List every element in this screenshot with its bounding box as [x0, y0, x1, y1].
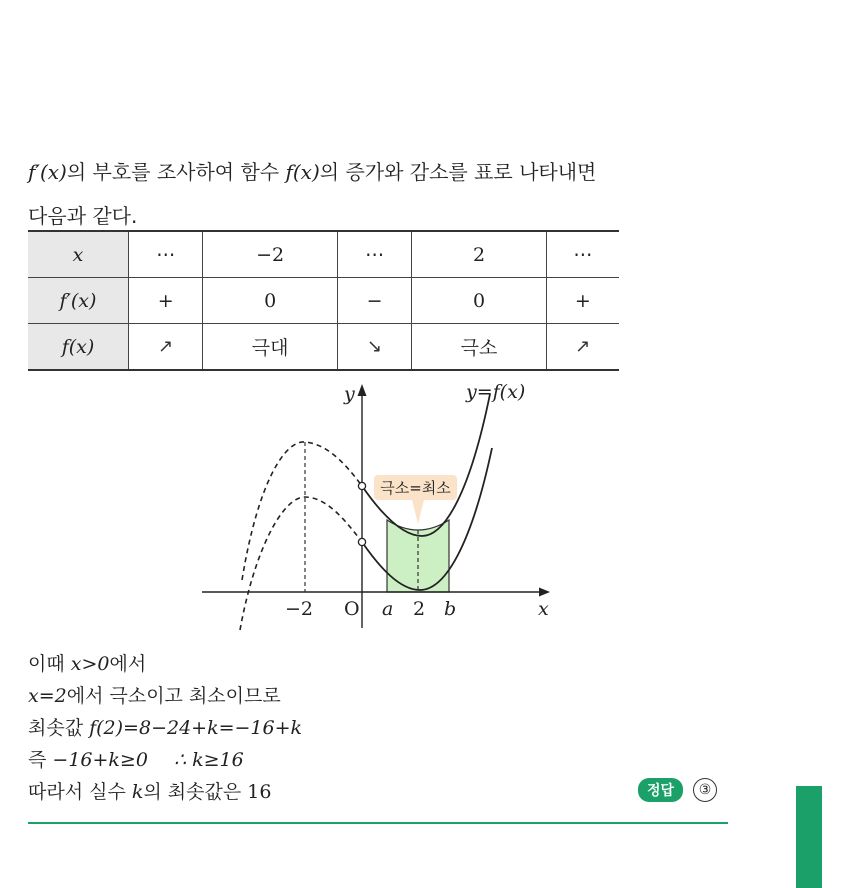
solution-line-5: [28, 776, 302, 808]
table-cell: +: [129, 278, 203, 324]
table-cell: ⋯: [129, 231, 203, 278]
intro-line-1: [28, 150, 596, 194]
table-cell: ⋯: [337, 231, 411, 278]
text: 의 최솟값은: [143, 781, 248, 803]
table-row: [28, 278, 619, 324]
intro-paragraph: [28, 150, 596, 238]
table-row: [28, 231, 619, 278]
table-cell: 0: [203, 278, 337, 324]
solution-line-4: [28, 744, 302, 776]
sign-table: [28, 230, 619, 371]
text: 즉: [28, 749, 53, 771]
x-axis-label: x: [538, 598, 549, 620]
table-row: [28, 324, 619, 371]
tick-label-2: 2: [413, 598, 426, 620]
table-cell: +: [546, 278, 619, 324]
y-axis-arrow-icon: [358, 384, 367, 396]
text: 이때: [28, 653, 71, 675]
callout-pointer: [412, 500, 424, 524]
text: 따라서 실수: [28, 781, 132, 803]
curve-upper-dashed: [242, 442, 362, 580]
tick-label-b: b: [444, 598, 457, 620]
text: 에서: [109, 653, 147, 675]
table-cell: −: [337, 278, 411, 324]
open-point-lower: [358, 538, 365, 545]
answer-marker: [638, 778, 717, 802]
intro-text-b: 의 증가와 감소를 표로 나타내면: [319, 160, 597, 184]
final-value: 16: [247, 781, 272, 803]
text: 최솟값: [28, 717, 90, 739]
decrease-arrow-icon: ↘: [337, 324, 411, 371]
table-cell: 극대: [203, 324, 337, 371]
math-expr: x=2: [28, 685, 67, 707]
solution-line-1: [28, 648, 302, 680]
math-expr: x>0: [70, 653, 110, 675]
table-cell: 2: [412, 231, 546, 278]
table-cell: x: [28, 231, 129, 278]
table-cell: ⋯: [546, 231, 619, 278]
solution-line-2: [28, 680, 302, 712]
math-expr: ∴ k≥16: [173, 749, 244, 771]
intro-text-a: 의 부호를 조사하여 함수: [66, 160, 286, 184]
y-axis-label: y: [344, 383, 355, 405]
solution-block: [28, 648, 302, 808]
page-tab-marker: [796, 786, 822, 888]
origin-label: O: [344, 598, 360, 620]
answer-choice-icon: ③: [693, 778, 717, 802]
answer-badge: 정답: [638, 778, 683, 802]
curve-upper: [362, 394, 490, 536]
math-expr: −16+k≥0: [52, 749, 148, 771]
divider: [28, 822, 728, 824]
table-cell: f(x): [28, 324, 129, 371]
solution-line-3: [28, 712, 302, 744]
function-graph: [190, 372, 570, 642]
callout-text: 극소=최소: [380, 479, 451, 497]
increase-arrow-icon: ↗: [546, 324, 619, 371]
tick-label-minus2: −2: [285, 598, 314, 620]
tick-label-a: a: [382, 598, 394, 620]
table-cell: −2: [203, 231, 337, 278]
f-expr: f(x): [285, 160, 320, 184]
fprime-expr: f′(x): [28, 160, 67, 184]
math-expr: k: [131, 781, 144, 803]
open-point-upper: [358, 482, 365, 489]
curve-label: y=f(x): [466, 381, 526, 403]
table-cell: 0: [412, 278, 546, 324]
increase-arrow-icon: ↗: [129, 324, 203, 371]
math-expr: f(2)=8−24+k=−16+k: [89, 717, 303, 739]
x-axis-arrow-icon: [539, 588, 550, 597]
text: 에서 극소이고 최소이므로: [66, 685, 281, 707]
table-cell: 극소: [412, 324, 546, 371]
intro-line-2: 다음과 같다.: [28, 204, 138, 228]
table-cell: f′(x): [28, 278, 129, 324]
